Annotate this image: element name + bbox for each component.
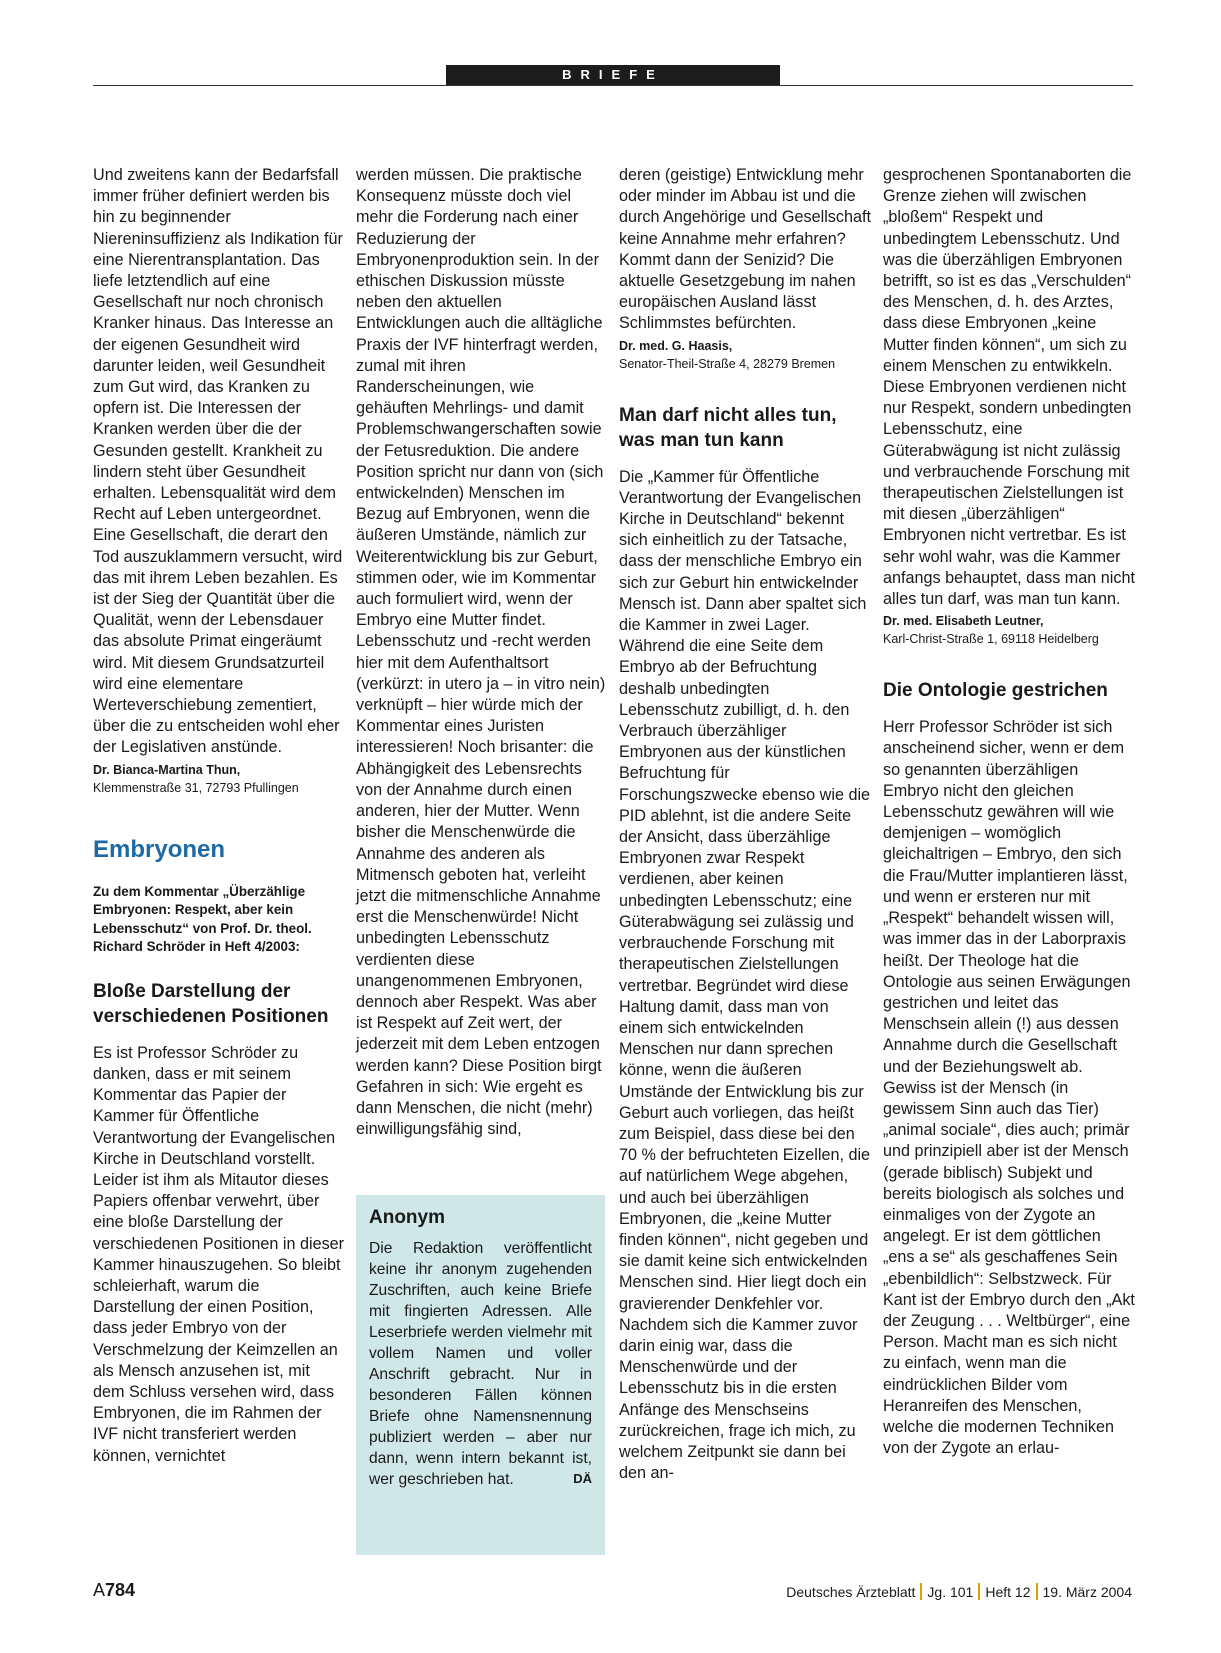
- footer-separator: [920, 1583, 922, 1600]
- letter-heading: Bloße Darstellung der verschiedenen Positionen: [93, 980, 329, 1027]
- letter-continuation-text: deren (geistige) Entwicklung mehr oder minder im Abbau ist und die durch Angehörige und Gesellschaft keine Annahme mehr erfahren? Kommt dann der Senizid? Die aktuelle Gesetzgebung im nahen europäischen Ausland lässt Schlimmstes befürchten.: [619, 166, 871, 333]
- journal-issue: Heft 12: [985, 1583, 1031, 1600]
- letter-text: werden müssen. Die praktische Konsequenz müsste doch viel mehr die Forderung nach einer Reduzierung der Embryonenproduktion sein. In der ethischen Diskussion müsste neben den aktuellen Entwicklungen auch die alltägliche Praxis der IVF hinterfragt werden, zumal mit ihren Randerscheinungen, wie gehäuften Mehrlings- und damit Problemschwangerschaften sowie der Fetusreduktion. Die andere Position spricht nur dann von (sich entwickelnden) Menschen im Bezug auf Embryonen, wenn die äußeren Umstände, nämlich zur Weiterentwicklung bis zur Geburt, stimmen oder, wie im Kommentar auch formuliert wird, wenn der Embryo eine Mutter findet. Lebensschutz und -recht werden hier mit dem Aufenthaltsort (verkürzt: in utero ja – in vitro nein) verknüpft – hier würde mich der Kommentar eines Juristen interessieren! Noch brisanter: die Abhängigkeit des Lebensrechts von der Annahme durch einen anderen, hier der Mutter. Wenn bisher die Menschenwürde die Annahme des anderen als Mitmensch geboten hat, verleiht jetzt die mitmenschliche Annahme erst die Menschenwürde! Nicht unbedingten Lebensschutz verdienten diese unangenommenen Embryonen, dennoch aber Respekt. Was aber ist Respekt auf Zeit wert, der jederzeit mit dem Leben entzogen werden kann? Diese Position birgt Gefahren in sich: Wie ergeht es dann Menschen, die nicht (mehr) einwilligungsfähig sind,: [356, 166, 606, 1139]
- section-label: BRIEFE: [446, 65, 780, 85]
- footer-separator: [978, 1583, 980, 1600]
- signature-name: Dr. med. G. Haasis,: [619, 338, 733, 353]
- signature-address: Klemmenstraße 31, 72793 Pfullingen: [93, 780, 299, 795]
- signature-address: Karl-Christ-Straße 1, 69118 Heidelberg: [883, 632, 1099, 647]
- section-intro: Zu dem Kommentar „Überzählige Embryonen: Respekt, aber kein Lebensschutz“ von Prof. Dr. theol. Richard Schröder in Heft 4/2003:: [93, 883, 312, 955]
- footer-separator: [1036, 1583, 1038, 1600]
- journal-volume: Jg. 101: [927, 1583, 974, 1600]
- letter-continuation-text: Und zweitens kann der Bedarfsfall immer früher definiert werden bis hin zu beginnender Niereninsuffizienz als Indikation für eine Nierentransplantation. Das liefe letztendlich auf eine Gesellschaft nur noch chronisch Kranker hinaus. Das Interesse an der eigenen Gesundheit wird darunter leiden, weil Gesundheit zum Gut wird, das Kranken zu opfern ist. Die Interessen der Kranken werden über die der Gesunden gestellt. Krankheit zu lindern steht über Gesundheit erhalten. Lebensqualität wird dem Recht auf Leben untergeordnet. Eine Gesellschaft, die derart den Tod auszuklammern versucht, wird das mit ihrem Leben bezahlen. Es ist der Sieg der Quantität über die Qualität, wenn der Lebensdauer das absolute Primat eingeräumt wird. Mit diesem Grundsatzurteil wird eine elementare Werteverschiebung zementiert, über die zu entscheiden wohl eher der Legislativen anstünde.: [93, 166, 343, 757]
- notice-text: Die Redaktion veröffentlicht keine ihr anonym zugehenden Zuschriften, auch keine Briefe mit fingierten Adressen. Alle Leserbriefe werden vielmehr mit vollem Namen und voller Anschrift gebracht. Nur in besonderen Fällen können Briefe ohne Namensnennung publiziert werden – aber nur dann, wenn intern bekannt ist, wer geschrieben hat.: [369, 1240, 592, 1488]
- column-2: [356, 165, 608, 1140]
- letter-continuation-text: gesprochenen Spontanaborten die Grenze ziehen will zwischen „bloßem“ Respekt und unbedingtem Lebensschutz. Und was die überzähligen Embryonen betrifft, so ist es das „Verschulden“ des Menschen, d. h. des Arztes, dass diese Embryonen „keine Mutter finden können“, um sich zu einem Menschen zu entwikkeln. Diese Embryonen verdienen nicht nur Respekt, sondern unbedingten Lebensschutz, eine Güterabwägung ist nicht zulässig und verbrauchende Forschung mit therapeutischen Zielstellungen ist mit diesen „überzähligen“ Embryonen nicht vertretbar. Es ist sehr wohl wahr, was die Kammer anfangs behauptet, dass man nicht alles tun darf, was man tun kann.: [883, 166, 1135, 609]
- notice-box: [356, 1195, 605, 1555]
- letter-text: Es ist Professor Schröder zu danken, dass er mit seinem Kommentar das Papier der Kammer für Öffentliche Verantwortung der Evangelischen Kirche in Deutschland vorstellt. Leider ist ihm als Mitautor dieses Papiers offenbar verwehrt, über eine bloße Darstellung der verschiedenen Positionen in dieser Kammer hinauszugehen. So bleibt schleierhaft, warum die Darstellung der einen Position, dass jeder Embryo von der Verschmelzung der Keimzellen an als Mensch anzusehen ist, mit dem Schluss versehen wird, dass Embryonen, die im Rahmen der IVF nicht transferiert werden können, vernichtet: [93, 1043, 345, 1465]
- header-rule: [93, 85, 1133, 86]
- column-1: [93, 165, 345, 1467]
- signature-name: Dr. med. Elisabeth Leutner,: [883, 614, 1044, 629]
- letter-text: Die „Kammer für Öffentliche Verantwortung der Evangelischen Kirche in Deutschland“ bekennt sich einheitlich zu der Tatsache, dass der menschliche Embryo ein sich zur Geburt hin entwickelnder Mensch ist. Dann aber spaltet sich die Kammer in zwei Lager. Während die eine Seite dem Embryo ab der Befruchtung deshalb unbedingten Lebensschutz zubilligt, d. h. den Verbrauch überzähliger Embryonen aus der künstlichen Befruchtung für Forschungszwecke ebenso wie die PID ablehnt, ist die andere Seite der Ansicht, dass überzählige Embryonen zwar Respekt verdienen, aber keinen unbedingten Lebensschutz; eine Güterabwägung sei zulässig und verbrauchende Forschung mit therapeutischen Zielstellungen vertretbar. Begründet wird diese Haltung damit, dass man von einem sich entwickelnden Menschen nur dann sprechen könne, wenn die äußeren Umstände der Entwicklung bis zur Geburt auch vorliegen, das heißt zum Beispiel, dass diese bei den 70 % der befruchteten Eizellen, die auf natürlichem Wege abgehen, und auch bei überzähligen Embryonen, die „keine Mutter finden können“, nicht gegeben und sie damit keine sich entwickelnden Menschen sind. Hier liegt doch ein gravierender Denkfehler vor. Nachdem sich die Kammer zuvor darin einig war, dass die Menschenwürde und der Lebensschutz bis in die ersten Anfänge des Menschseins zurückreichen, frage ich mich, zu welchem Zeitpunkt sie dann bei den an-: [619, 467, 871, 1483]
- notice-title: Anonym: [369, 1207, 445, 1228]
- signature-address: Senator-Theil-Straße 4, 28279 Bremen: [619, 356, 836, 371]
- page-number: [93, 1580, 135, 1601]
- page-number-value: 784: [105, 1580, 136, 1600]
- notice-signature: DÄ: [573, 1471, 592, 1486]
- letter-heading: Man darf nicht alles tun, was man tun kann: [619, 404, 837, 451]
- journal-name: Deutsches Ärzteblatt: [786, 1583, 916, 1600]
- signature-name: Dr. Bianca-Martina Thun,: [93, 762, 241, 777]
- journal-date: 19. März 2004: [1042, 1583, 1132, 1600]
- letter-heading: Die Ontologie gestrichen: [883, 680, 1108, 702]
- column-4: [883, 165, 1135, 1459]
- page-prefix: A: [93, 1580, 106, 1600]
- letter-text: Herr Professor Schröder ist sich anscheinend sicher, wenn er dem so genannten überzähligen Embryo nicht den gleichen Lebensschutz gewähren will wie demjenigen – womöglich gleichaltrigen – Embryo, den sich die Frau/Mutter implantieren lässt, und wenn er ersteren nur mit „Respekt“ behandelt wissen will, was immer das in der Laborpraxis heißt. Der Theologe hat die Ontologie aus seinen Erwägungen gestrichen und leitet das Menschsein allein (!) aus dessen Annahme durch die Gesellschaft und der Beziehungswelt ab. Gewiss ist der Mensch (in gewissem Sinn auch das Tier) „animal sociale“, dies auch; primär und prinzipiell aber ist der Mensch (gerade biblisch) Subjekt und bereits biologisch als solches und einmaliges von der Zygote an angelegt. Er ist dem göttlichen „ens a se“ als geschaffenes Sein „ebenbildlich“: Selbstzweck. Für Kant ist der Embryo durch den „Akt der Zeugung . . . Weltbürger“, eine Person. Macht man es sich nicht zu einfach, wenn man die eindrücklichen Bilder vom Heranreifen des Menschen, welche die modernen Techniken von der Zygote an erlau-: [883, 718, 1135, 1458]
- section-title: Embryonen: [93, 835, 226, 863]
- footer-journal-info: [786, 1583, 1132, 1600]
- column-3: [619, 165, 871, 1484]
